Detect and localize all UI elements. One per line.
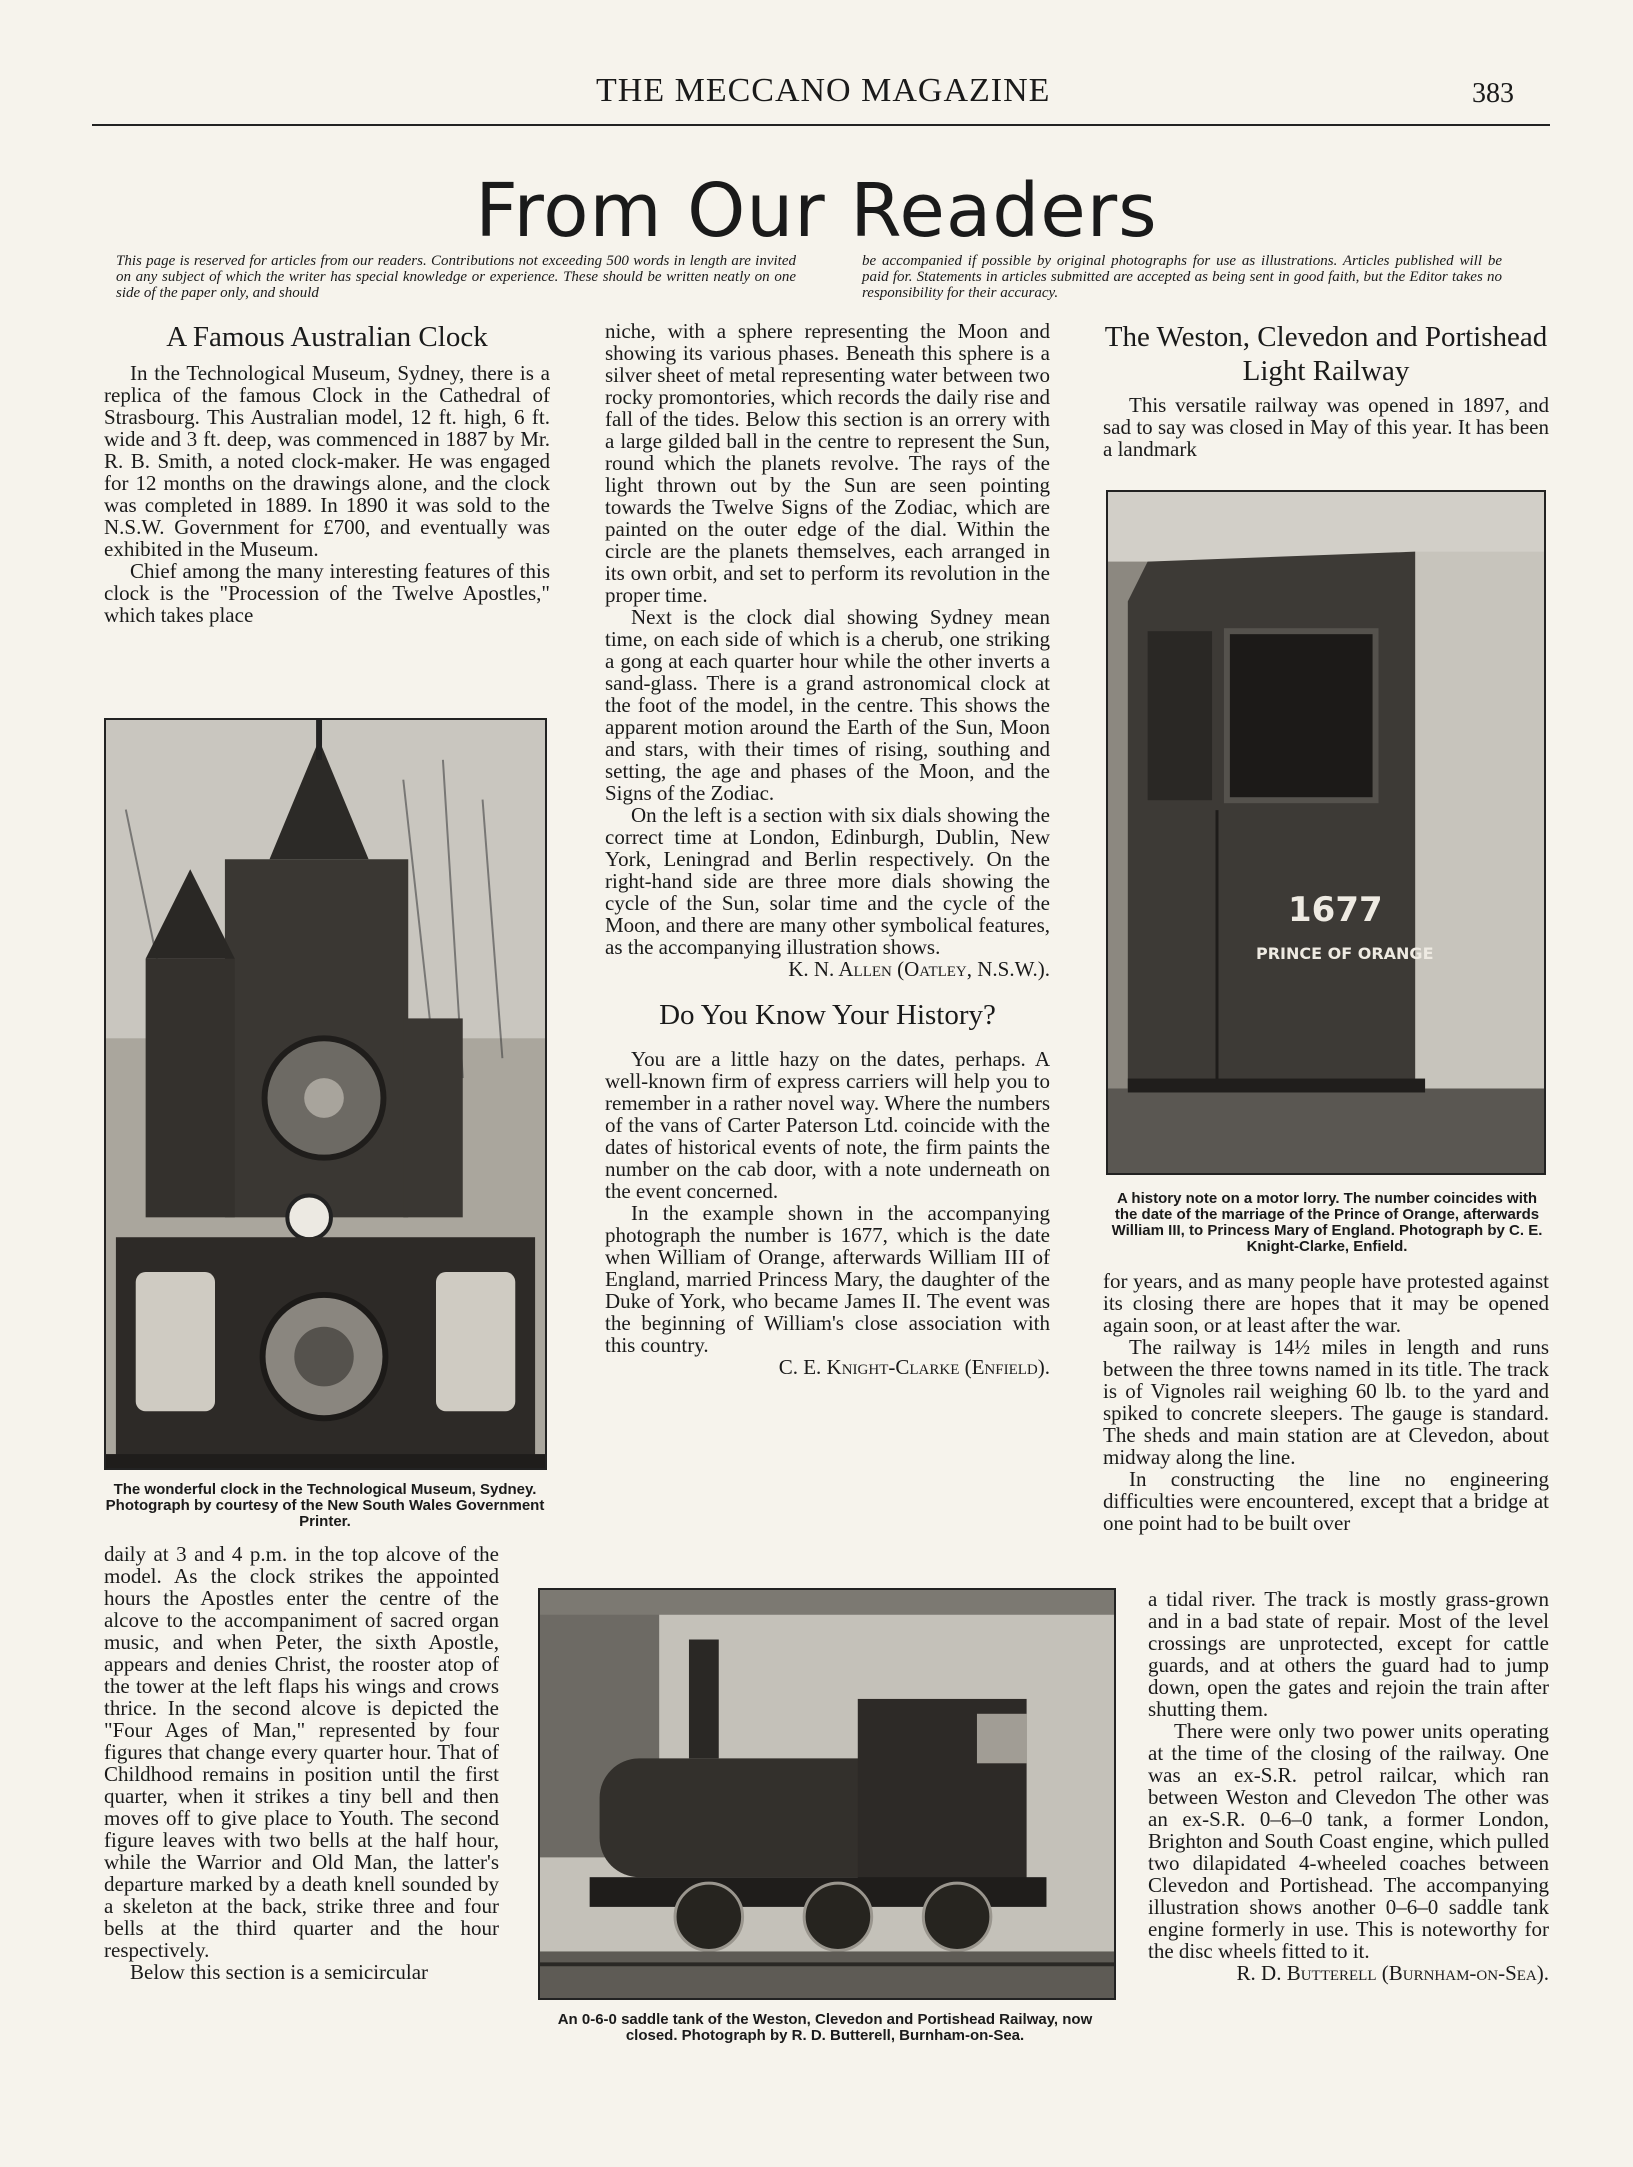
railway-article-p1: This versatile railway was opened in 1897, and sad to say was closed in May of this year. It has been a landmark [1103, 393, 1549, 461]
page-title: From Our Readers [475, 168, 1158, 254]
center-column [605, 320, 1050, 1378]
railway-article-column-3-continued [1103, 1270, 1549, 1534]
history-article-p1: You are a little hazy on the dates, perhaps. A well-known firm of express carriers will help you to remember in a rather novel way. Where the numbers of the vans of Carter Paterson Ltd. coincide with the dates of historical events of note, the firm paints the number on the cab door, with a note underneath on the event concerned. [605, 1047, 1050, 1203]
locomotive-photo [538, 1588, 1116, 2000]
clock-article-p1: In the Technological Museum, Sydney, there is a replica of the famous Clock in the Cathedral of Strasbourg. This Australian model, 12 ft. high, 6 ft. wide and 3 ft. deep, was commenced in 1887 by Mr. R. B. Smith, a noted clock-maker. He was engaged for 12 months on the drawings alone, and the clock was completed in 1889. In 1890 it was sold to the N.S.W. Government for £700, and eventually was exhibited in the Museum. [104, 361, 550, 561]
intro-text-left: This page is reserved for articles from our readers. Contributions not exceeding 500 words in length are invited on any subject of which the writer has special knowledge or experience. These should be written neatly on one side of the paper only, and should [116, 253, 796, 301]
lorry-photo [1106, 490, 1546, 1175]
railway-article-heading: The Weston, Clevedon and Portishead Light Railway [1104, 321, 1548, 387]
railway-article-column-3 [1103, 320, 1549, 460]
page-number: 383 [1472, 78, 1514, 109]
clock-article-p3: daily at 3 and 4 p.m. in the top alcove of the model. As the clock strikes the appointed hours the Apostles enter the centre of the alcove to the accompaniment of sacred organ music, and when Peter, the sixth Apostle, appears and denies Christ, the rooster atop of the tower at the left flaps his wings and crows thrice. In the second alcove is depicted the "Four Ages of Man," represented by four figures that change every quarter hour. That of Childhood remains in position until the first quarter, when it strikes a tiny bell and then moves off to give place to Youth. The second figure leaves with two bells at the half hour, while the Warrior and Old Man, the latter's departure marked by a death knell sounded by a skeleton at the back, strike three and four bells at the third quarter and the hour respectively. [104, 1542, 499, 1962]
clock-article-p2: Chief among the many interesting features of this clock is the "Procession of the Twelve Apostles," which takes place [104, 559, 550, 627]
railway-article-p5: There were only two power units operating at the time of the closing of the railway. One was an ex-S.R. petrol railcar, which ran between Weston and Clevedon The other was an ex-S.R. 0–6–0 tank, a former London, Brighton and South Coast engine, which pulled two dilapidated 4-wheeled coaches between Clevedon and Portishead. The accompanying illustration shows another 0–6–0 saddle tank engine formerly in use. This is noteworthy for the disc wheels fitted to it. [1148, 1719, 1549, 1963]
lorry-door-name: PRINCE OF ORANGE [1256, 944, 1434, 963]
railway-article-p2: for years, and as many people have protested against its closing there are hopes that it may be opened again soon, or at least after the war. [1103, 1269, 1549, 1337]
clock-article-column-1-continued [104, 1543, 499, 1983]
locomotive-photo-caption: An 0-6-0 saddle tank of the Weston, Clevedon and Portishead Railway, now closed. Photograph by R. D. Butterell, Burnham-on-Sea. [557, 2011, 1093, 2044]
clock-photo [104, 718, 547, 1470]
clock-article-p6: Next is the clock dial showing Sydney mean time, on each side of which is a cherub, one striking a gong at each quarter hour while the other inverts a sand-glass. There is a grand astronomical clock at the foot of the model, in the centre. This shows the apparent motion around the Earth of the Sun, Moon and stars, with their times of rising, southing and setting, the age and phases of the Moon, and the Signs of the Zodiac. [605, 605, 1050, 805]
history-article-heading: Do You Know Your History? [659, 999, 996, 1031]
clock-article-p4: Below this section is a semicircular [130, 1960, 429, 1984]
clock-article-signature: K. N. Allen (Oatley, N.S.W.). [788, 957, 1050, 981]
railway-article-column-3-end [1148, 1588, 1549, 1984]
railway-article-p4a: In constructing the line no engineering difficulties were encountered, except that a bridge at one point had to be built over [1103, 1467, 1549, 1535]
clock-article-p5: niche, with a sphere representing the Moon and showing its various phases. Beneath this sphere is a silver sheet of metal representing water between two rocky promontories, which records the daily rise and fall of the tides. Below this section is an orrery with a large gilded ball in the centre to represent the Sun, round which the planets revolve. The rays of the light thrown out by the Sun are seen pointing towards the Twelve Signs of the Zodiac, which are painted on the outer edge of the dial. Within the circle are the planets themselves, each arranged in its own orbit, and set to perform its revolution in the proper time. [605, 319, 1050, 607]
clock-photo-caption: The wonderful clock in the Technological Museum, Sydney. Photograph by courtesy of the New South Wales Government Printer. [105, 1481, 545, 1530]
clock-article-heading: A Famous Australian Clock [166, 321, 488, 353]
intro-text-right: be accompanied if possible by original photographs for use as illustrations. Articles published will be paid for. Statements in articles submitted are accepted as being sent in good faith, but the Editor takes no responsibility for their accuracy. [862, 253, 1502, 301]
lorry-door-number: 1677 [1288, 890, 1383, 930]
running-head: THE MECCANO MAGAZINE [596, 72, 1051, 109]
railway-article-p3: The railway is 14½ miles in length and runs between the three towns named in its title. The track is of Vignoles rail weighing 60 lb. to the yard and spiked to concrete sleepers. The gauge is standard. The sheds and main station are at Clevedon, about midway along the line. [1103, 1335, 1549, 1469]
lorry-photo-caption: A history note on a motor lorry. The number coincides with the date of the marriage of the Prince of Orange, afterwards William III, to Princess Mary of England. Photograph by C. E. Knight-Clarke, Enfield. [1111, 1190, 1543, 1255]
history-article-signature: C. E. Knight-Clarke (Enfield). [778, 1355, 1050, 1379]
header-rule [92, 124, 1550, 126]
clock-article-column-1 [104, 320, 550, 626]
history-article-p2: In the example shown in the accompanying photograph the number is 1677, which is the date when William of Orange, afterwards William III of England, married Princess Mary, the daughter of the Duke of York, who became James II. The event was the beginning of William's close association with this country. [605, 1201, 1050, 1357]
railway-article-p4b: a tidal river. The track is mostly grass-grown and in a bad state of repair. Most of the level crossings are unprotected, except for cattle guards, and at others the guard had to jump down, open the gates and rejoin the train after shutting them. [1148, 1587, 1549, 1721]
clock-article-p7: On the left is a section with six dials showing the correct time at London, Edinburgh, Dublin, New York, Leningrad and Berlin respectively. On the right-hand side are three more dials showing the cycle of the Sun, solar time and the cycle of the Moon, and there are many other symbolical features, as the accompanying illustration shows. [605, 803, 1050, 959]
railway-article-signature: R. D. Butterell (Burnham-on-Sea). [1236, 1961, 1549, 1985]
